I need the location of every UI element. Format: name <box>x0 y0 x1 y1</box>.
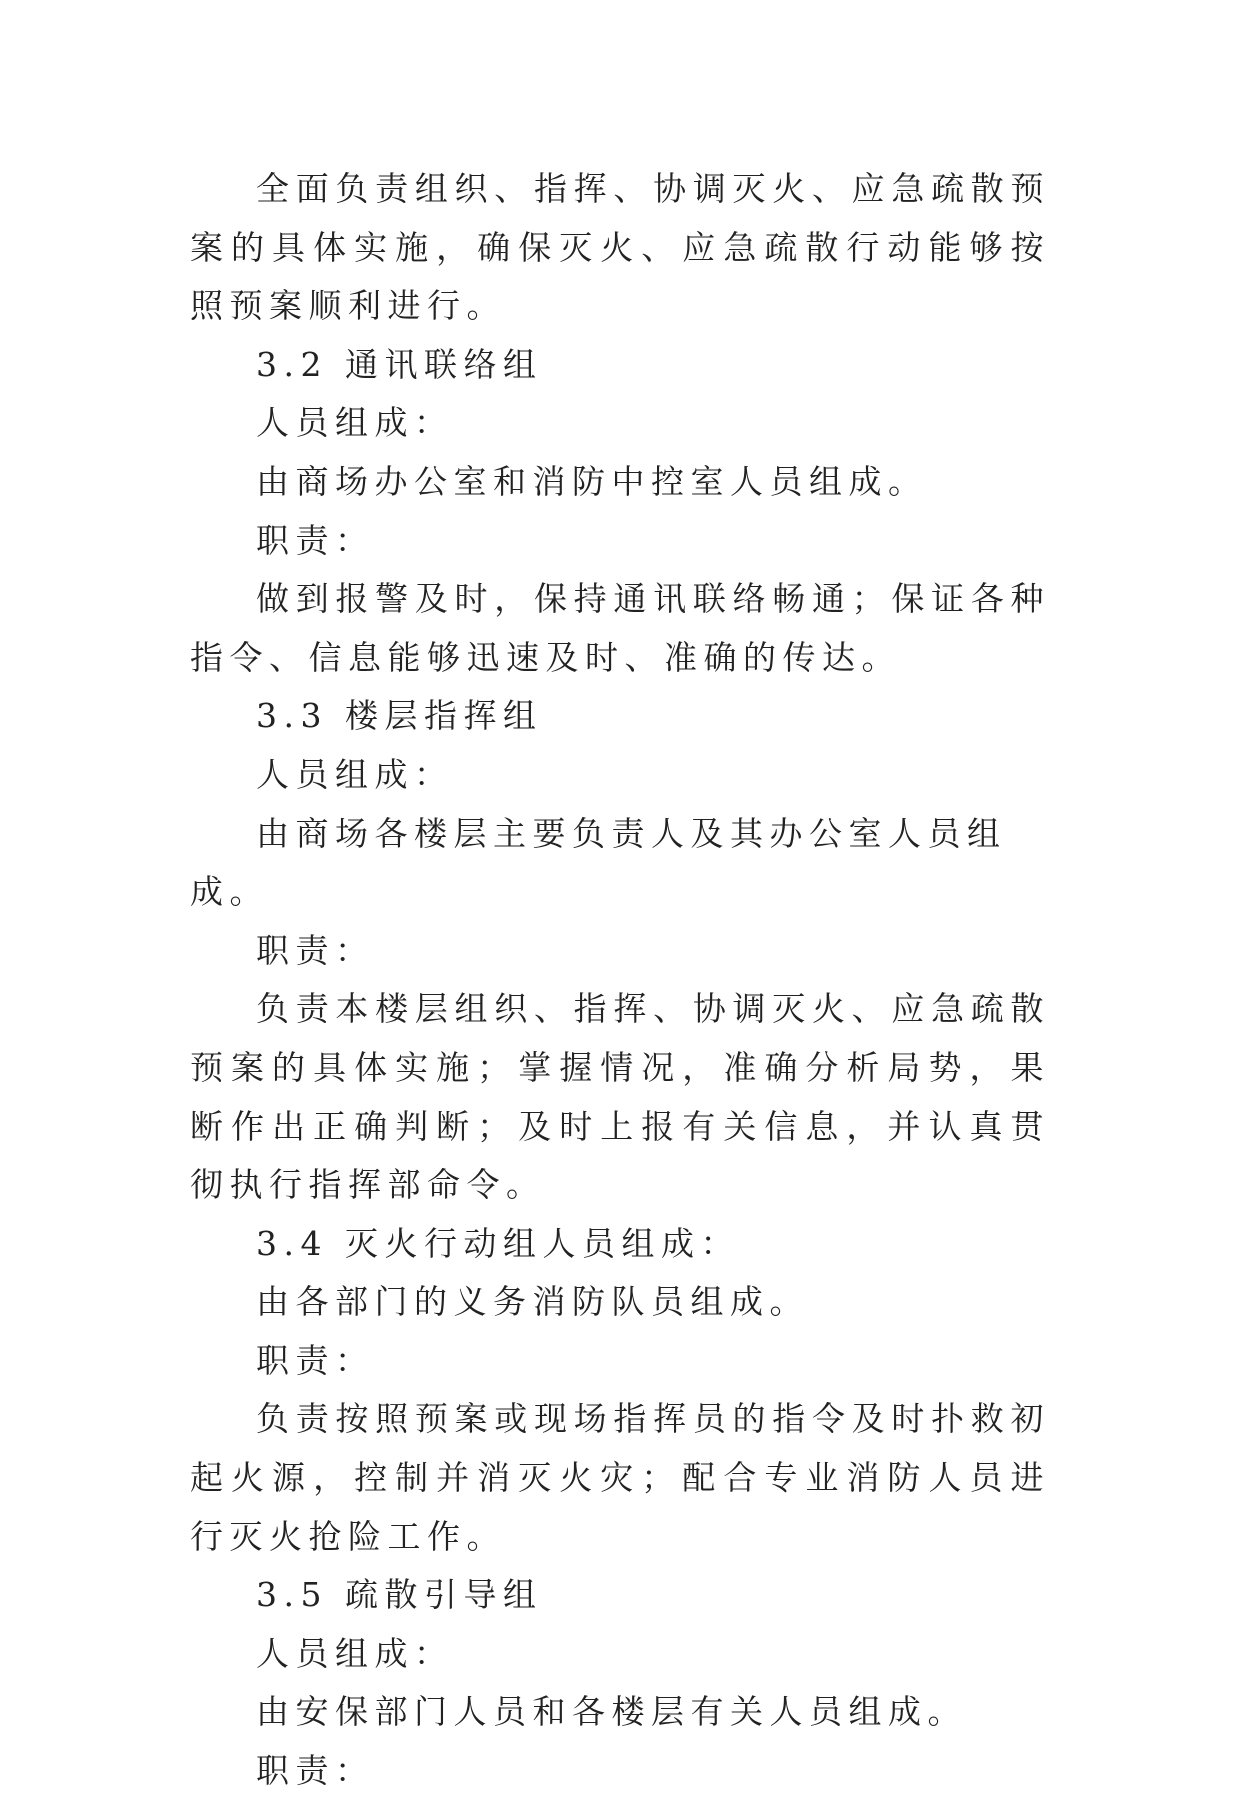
heading-3-4-firefighting-group: 3.4 灭火行动组人员组成： <box>256 1223 740 1263</box>
heading-3-2-communication-group: 3.2 通讯联络组 <box>256 344 543 384</box>
paragraph-communication-duties: 做到报警及时，保持通讯联络畅通；保证各种指令、信息能够迅速及时、准确的传达。 <box>190 579 1050 677</box>
paragraph-floor-command-members: 由商场各楼层主要负责人及其办公室人员组成。 <box>190 813 1007 912</box>
heading-3-5-evacuation-group: 3.5 疏散引导组 <box>256 1575 543 1615</box>
document-body <box>190 160 1050 1801</box>
label-duties: 职责： <box>256 1340 375 1380</box>
label-personnel-composition: 人员组成： <box>256 754 454 794</box>
paragraph-evacuation-members: 由安保部门人员和各楼层有关人员组成。 <box>256 1692 967 1732</box>
label-personnel-composition: 人员组成： <box>256 1633 454 1673</box>
paragraph-floor-command-duties: 负责本楼层组织、指挥、协调灭火、应急疏散预案的具体实施；掌握情况，准确分析局势，果断作出正确判断；及时上报有关信息，并认真贯彻执行指挥部命令。 <box>190 989 1050 1205</box>
paragraph-communication-members: 由商场办公室和消防中控室人员组成。 <box>256 461 928 501</box>
label-duties: 职责： <box>256 1751 375 1791</box>
heading-3-3-floor-command-group: 3.3 楼层指挥组 <box>256 696 543 736</box>
label-personnel-composition: 人员组成： <box>256 403 454 443</box>
paragraph-overall-duty: 全面负责组织、指挥、协调灭火、应急疏散预案的具体实施，确保灭火、应急疏散行动能够按照预案顺利进行。 <box>190 169 1050 326</box>
label-duties: 职责： <box>256 520 375 560</box>
label-duties: 职责： <box>256 930 375 970</box>
paragraph-firefighting-duties: 负责按照预案或现场指挥员的指令及时扑救初起火源，控制并消灭火灾；配合专业消防人员进行灭火抢险工作。 <box>190 1399 1050 1556</box>
paragraph-firefighting-members: 由各部门的义务消防队员组成。 <box>256 1282 809 1322</box>
